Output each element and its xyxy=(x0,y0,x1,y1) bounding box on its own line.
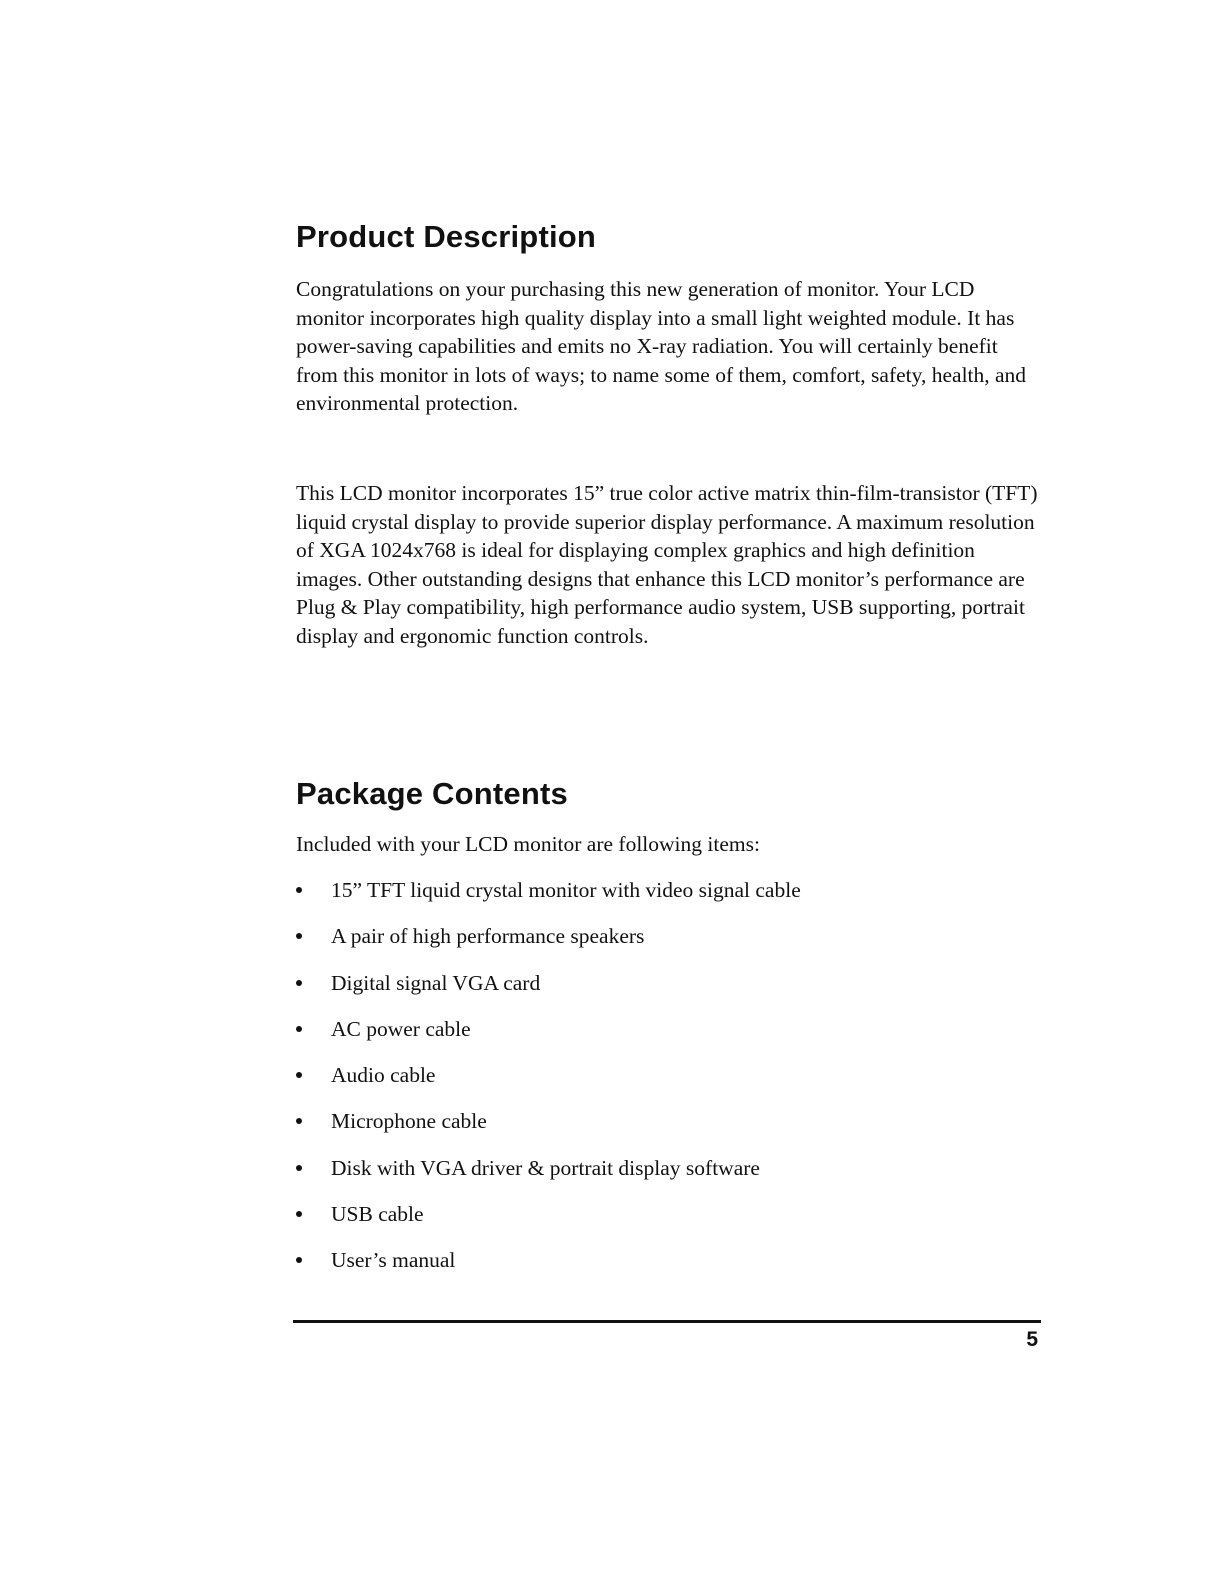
bullet-icon xyxy=(296,933,302,939)
list-item xyxy=(296,922,801,968)
product-description-paragraph: Congratulations on your purchasing this new generation of monitor. Your LCD monitor incorporates high quality display into a small light weighted module. It has power-saving capabilities and emits no X-ray radiation. You will certainly benefit from this monitor in lots of ways; to name some of them, comfort, safety, health, and environmental protection. xyxy=(296,277,1027,415)
list-item xyxy=(296,1154,801,1200)
list-item xyxy=(296,876,801,922)
bullet-icon xyxy=(296,1072,302,1078)
list-item xyxy=(296,1061,801,1107)
list-item-text: 15” TFT liquid crystal monitor with video signal cable xyxy=(331,878,801,902)
list-item xyxy=(296,969,801,1015)
list-item-text: A pair of high performance speakers xyxy=(331,924,645,949)
list-item-text: Disk with VGA driver & portrait display software xyxy=(331,1155,760,1180)
page-number: 5 xyxy=(1026,1328,1038,1351)
bullet-icon xyxy=(296,887,302,893)
bullet-icon xyxy=(296,980,302,986)
package-contents-intro: Included with your LCD monitor are following items: xyxy=(296,832,760,856)
footer-divider xyxy=(293,1320,1041,1323)
list-item-text: User’s manual xyxy=(331,1248,456,1273)
package-contents-list xyxy=(296,876,801,1293)
list-item xyxy=(296,1015,801,1061)
bullet-icon xyxy=(296,1026,302,1032)
list-item-text: Digital signal VGA card xyxy=(331,970,541,995)
list-item-text: Microphone cable xyxy=(331,1109,487,1134)
section-heading-package-contents: Package Contents xyxy=(296,776,568,811)
list-item xyxy=(296,1200,801,1246)
bullet-icon xyxy=(296,1165,302,1171)
list-item xyxy=(296,1246,801,1292)
section-heading-product-description: Product Description xyxy=(296,219,597,254)
list-item-text: Audio cable xyxy=(331,1063,436,1088)
bullet-icon xyxy=(296,1211,302,1217)
bullet-icon xyxy=(296,1118,302,1124)
product-description-paragraph: This LCD monitor incorporates 15” true color active matrix thin-film-transistor (TFT) liquid crystal display to provide superior display performance. A maximum resolution of XGA 1024x768 is ideal for displaying complex graphics and high definition images. Other outstanding designs that enhance this LCD monitor’s performance are Plug & Play compatibility, high performance audio system, USB supporting, portrait display and ergonomic function controls. xyxy=(296,481,1038,648)
bullet-icon xyxy=(296,1257,302,1263)
list-item-text: USB cable xyxy=(331,1202,424,1227)
list-item-text: AC power cable xyxy=(331,1016,471,1041)
list-item xyxy=(296,1107,801,1153)
